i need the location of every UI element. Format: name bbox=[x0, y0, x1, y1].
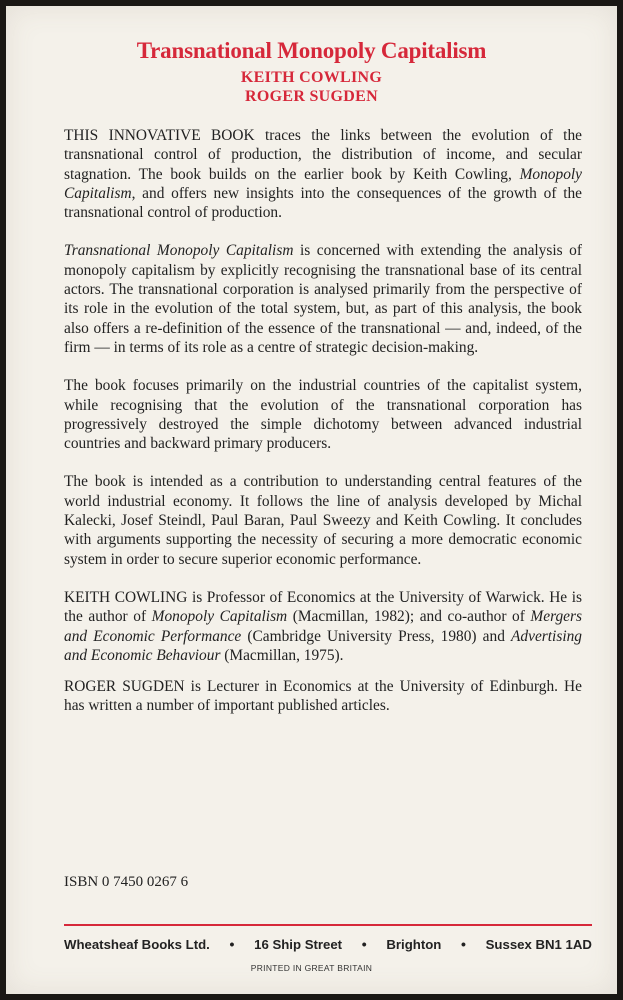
book-title-reference: Advertising and Economic Behaviour bbox=[64, 627, 582, 664]
bio-text-span: KEITH COWLING is Professor of Economics at the University of Warwick. He is the author of bbox=[64, 588, 582, 626]
author-name-2: ROGER SUGDEN bbox=[245, 88, 378, 105]
back-cover bbox=[6, 6, 617, 994]
blurb-text-span: traces the links between the evolution of the transnational control of production, the distribution of income, and secular stagnation. The book builds on the earlier book by Keith Cowling, bbox=[64, 127, 582, 183]
blurb-text-span: The book focuses primarily on the industrial countries of the capitalist system, while recognising that the evolution of the transnational corporation has progressively destroyed the simple dichotomy between advanced industrial countries and backward primary producers. bbox=[64, 377, 582, 453]
bio-text-span: ROGER SUGDEN is Lecturer in Economics at the University of Edinburgh. He has written a number of important published articles. bbox=[64, 678, 582, 715]
publisher-region: Sussex BN1 1AD bbox=[485, 936, 592, 952]
bio-text-span: (Cambridge University Press, 1980) and bbox=[241, 627, 512, 645]
author-bio-sugden bbox=[64, 677, 582, 716]
author-name-1: KEITH COWLING bbox=[240, 69, 383, 86]
bio-text-span: (Macmillan, 1975). bbox=[220, 646, 344, 664]
author-bio-cowling bbox=[64, 588, 582, 665]
blurb-lead-caps: THIS INNOVATIVE BOOK bbox=[64, 127, 255, 144]
blurb-text-span: The book is intended as a contribution to understanding central features of the world industrial economy. It follows the line of analysis developed by Michal Kalecki, Josef Steindl, Paul Baran, Paul Sweezy and Keith Cowling. It concludes with arguments supporting the necessity of securing a more democratic economic system in order to secure superior economic performance. bbox=[64, 473, 582, 568]
blurb-text bbox=[64, 126, 582, 735]
divider-rule bbox=[64, 924, 592, 926]
book-title-reference: Monopoly Capitalism bbox=[151, 608, 288, 626]
bio-text-span: (Macmillan, 1982); and co-author of bbox=[287, 608, 531, 626]
bullet-separator: • bbox=[461, 936, 466, 952]
printed-in-notice: PRINTED IN GREAT BRITAIN bbox=[250, 963, 373, 973]
blurb-paragraph-3 bbox=[64, 376, 582, 453]
blurb-paragraph-2 bbox=[64, 241, 582, 357]
bullet-separator: • bbox=[361, 936, 367, 952]
isbn-number: ISBN 0 7450 0267 6 bbox=[64, 874, 189, 890]
publisher-city: Brighton bbox=[386, 936, 442, 952]
publisher-line bbox=[64, 936, 592, 952]
blurb-text-span: is concerned with extending the analysis of monopoly capitalism by explicitly recognising the transnational base of its central actors. The transnational corporation is analysed primarily from the perspective of its role in the evolution of the total system, but, as part of this analysis, the book also offers a re-definition of the essence of the transnational — and, indeed, of the firm — in terms of its role as a centre of strategic decision-making. bbox=[64, 242, 582, 356]
bullet-separator: • bbox=[229, 936, 235, 952]
book-title: Transnational Monopoly Capitalism bbox=[136, 38, 487, 63]
book-title-reference: Mergers and Economic Performance bbox=[64, 608, 582, 645]
book-title-reference: Monopoly Capitalism bbox=[64, 165, 582, 202]
blurb-paragraph-1 bbox=[64, 126, 582, 222]
publisher-name: Wheatsheaf Books Ltd. bbox=[64, 936, 210, 952]
blurb-text-span: , and offers new insights into the consequences of the growth of the transnational control of production. bbox=[64, 184, 582, 222]
blurb-paragraph-4 bbox=[64, 472, 582, 568]
publisher-street: 16 Ship Street bbox=[254, 936, 343, 952]
book-title-reference: Transnational Monopoly Capitalism bbox=[64, 242, 294, 260]
